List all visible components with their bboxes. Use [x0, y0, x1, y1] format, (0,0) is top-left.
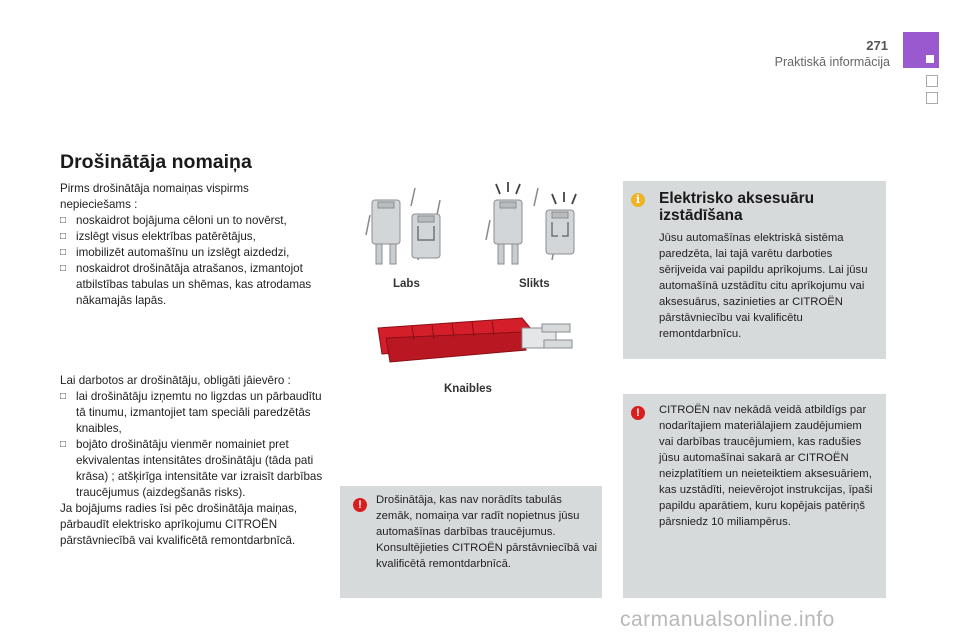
intro-section [60, 181, 320, 309]
bullet-icon: □ [60, 247, 67, 258]
fuse-good-label: Labs [393, 278, 420, 290]
tab-square-icon[interactable] [926, 75, 938, 87]
pliers-label: Knaibles [444, 383, 492, 395]
info-panel [623, 181, 886, 359]
fuse-good-icon [366, 188, 440, 264]
list-item: □ noskaidrot bojājuma cēloni un to novērst, [60, 214, 287, 227]
section-title: Praktiskā informācija [774, 55, 890, 69]
bullet-icon: □ [60, 263, 67, 274]
watermark: carmanualsonline.info [620, 608, 835, 631]
bullet-icon: □ [60, 215, 67, 226]
list-item: □ imobilizēt automašīnu un izslēgt aizdedzi, [60, 246, 290, 259]
list-item: □ izslēgt visus elektrības patērētājus, [60, 230, 256, 243]
warning-text: Drošinātāja, kas nav norādīts tabulās zemāk, nomaiņa var radīt nopietnus jūsu automašīnas darbības traucējumus. Konsultējieties CITROËN pārstāvniecībā vai kvalificētā remontdarbnīcā. [376, 494, 598, 570]
warning-right-text: CITROËN nav nekādā veidā atbildīgs par nodarītajiem materiālajiem zaudējumiem vai darbības traucējumiem, kas radušies jūsu automašīnai sakarā ar CITROËN neizplatītiem un neieteiktiem aksesuāriem, kas uzstādīti, neievērojot instrukcijas, īpaši papildu aparātiem, kuru kopējais patēriņš pārsniedz 10 miliampērus. [659, 404, 873, 528]
warning-panel [340, 486, 602, 598]
bullet-icon: □ [60, 439, 67, 450]
warning-icon: ! [631, 406, 645, 420]
list-item: □ bojāto drošinātāju vienmēr nomainiet pret ekvivalentas intensitātes drošinātāju (tāda pati krāsa) ; atšķirīga intensitāte var izraisīt darbības traucējumus (aizdegšanās risks). [60, 438, 323, 499]
warning-icon: ! [353, 498, 367, 512]
fuse-bad-label: Slikts [519, 278, 550, 290]
work-section [60, 373, 328, 549]
list-item: □ lai drošinātāju izņemtu no ligzdas un pārbaudītu tā tinumu, izmantojiet tam speciāli paredzētās knaibles, [60, 390, 322, 435]
page-number: 271 [866, 38, 888, 53]
tab-square-icon[interactable] [926, 92, 938, 104]
info-text: Jūsu automašīnas elektriskā sistēma paredzēta, lai tajā varētu darboties sērijveida vai papildu aprīkojums. Lai jūsu automašīnā uzstādītu citu aprīkojumu vai aksesuārus, sazinieties ar CITROËN pārstāvniecību vai kvalificētu remontdarbnīcu. [659, 232, 868, 340]
warning-panel-right [623, 394, 886, 598]
info-title: Elektrisko aksesuāru izstādīšana [659, 190, 815, 224]
pliers-icon [378, 318, 572, 362]
list-item: □ noskaidrot drošinātāja atrašanos, izmantojot atbilstības tabulas un shēmas, kas atrodamas nākamajās lapās. [60, 262, 312, 307]
work-lead: Lai darbotos ar drošinātāju, obligāti jāievēro : [60, 374, 291, 387]
page-title: Drošinātāja nomaiņa [60, 151, 252, 173]
intro-lead: Pirms drošinātāja nomaiņas vispirms nepieciešams : [60, 182, 249, 211]
info-icon: i [631, 193, 645, 207]
bullet-icon: □ [60, 391, 67, 402]
fuse-bad-icon [486, 182, 576, 264]
pliers-illustration [372, 310, 578, 370]
bullet-icon: □ [60, 231, 67, 242]
tab-active-square-icon[interactable] [903, 32, 939, 68]
work-closing: Ja bojājums radies īsi pēc drošinātāja maiņas, pārbaudīt elektrisko aprīkojumu CITROËN pārstāvniecībā vai kvalificētā remontdarbnīcā. [60, 502, 298, 547]
fuse-illustration [360, 180, 590, 270]
